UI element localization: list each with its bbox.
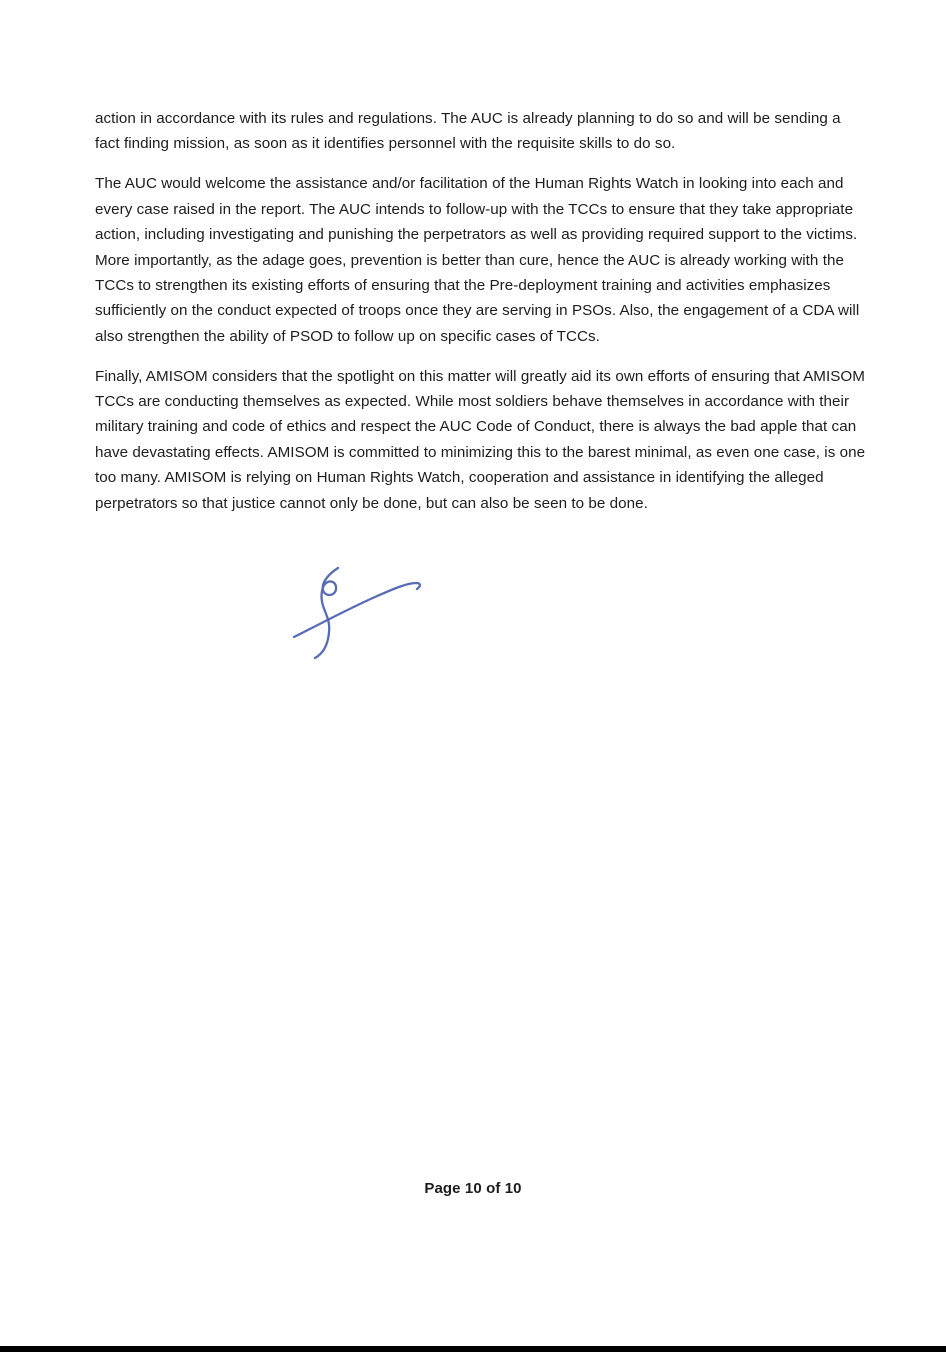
- footer-page-number: 10: [464, 1180, 482, 1197]
- signature-stroke-flourish: [294, 583, 420, 637]
- document-body: [95, 106, 867, 531]
- bottom-border-bar: [0, 1346, 946, 1352]
- footer-label-of: of: [486, 1180, 501, 1197]
- footer-label-page: Page: [424, 1180, 461, 1197]
- handwritten-signature: [288, 560, 433, 665]
- signature-stroke-loop: [315, 568, 338, 658]
- paragraph-3: Finally, AMISOM considers that the spotlight on this matter will greatly aid its own efforts of ensuring that AMISOM TCCs are conducting themselves as expected. While most soldiers behave themselves in accordance with their military training and code of ethics and respect the AUC Code of Conduct, there is always the bad apple that can have devastating effects. AMISOM is committed to minimizing this to the barest minimal, as even one case, is one too many. AMISOM is relying on Human Rights Watch, cooperation and assistance in identifying the alleged perpetrators so that justice cannot only be done, but can also be seen to be done.: [95, 367, 866, 512]
- paragraph-2: The AUC would welcome the assistance and/or facilitation of the Human Rights Watch in looking into each and every case raised in the report. The AUC intends to follow-up with the TCCs to ensure that they take appropriate action, including investigating and punishing the perpetrators as well as providing required support to the victims. More importantly, as the adage goes, prevention is better than cure, hence the AUC is already working with the TCCs to strengthen its existing efforts of ensuring that the Pre-deployment training and activities emphasizes sufficiently on the conduct expected of troops once they are serving in PSOs. Also, the engagement of a CDA will also strengthen the ability of PSOD to follow up on specific cases of TCCs.: [95, 175, 860, 345]
- page-footer: [0, 1180, 946, 1197]
- paragraph-1: action in accordance with its rules and regulations. The AUC is already planning to do so and will be sending a fact finding mission, as soon as it identifies personnel with the requisite skills to do so.: [95, 110, 841, 153]
- footer-total-pages: 10: [504, 1180, 522, 1197]
